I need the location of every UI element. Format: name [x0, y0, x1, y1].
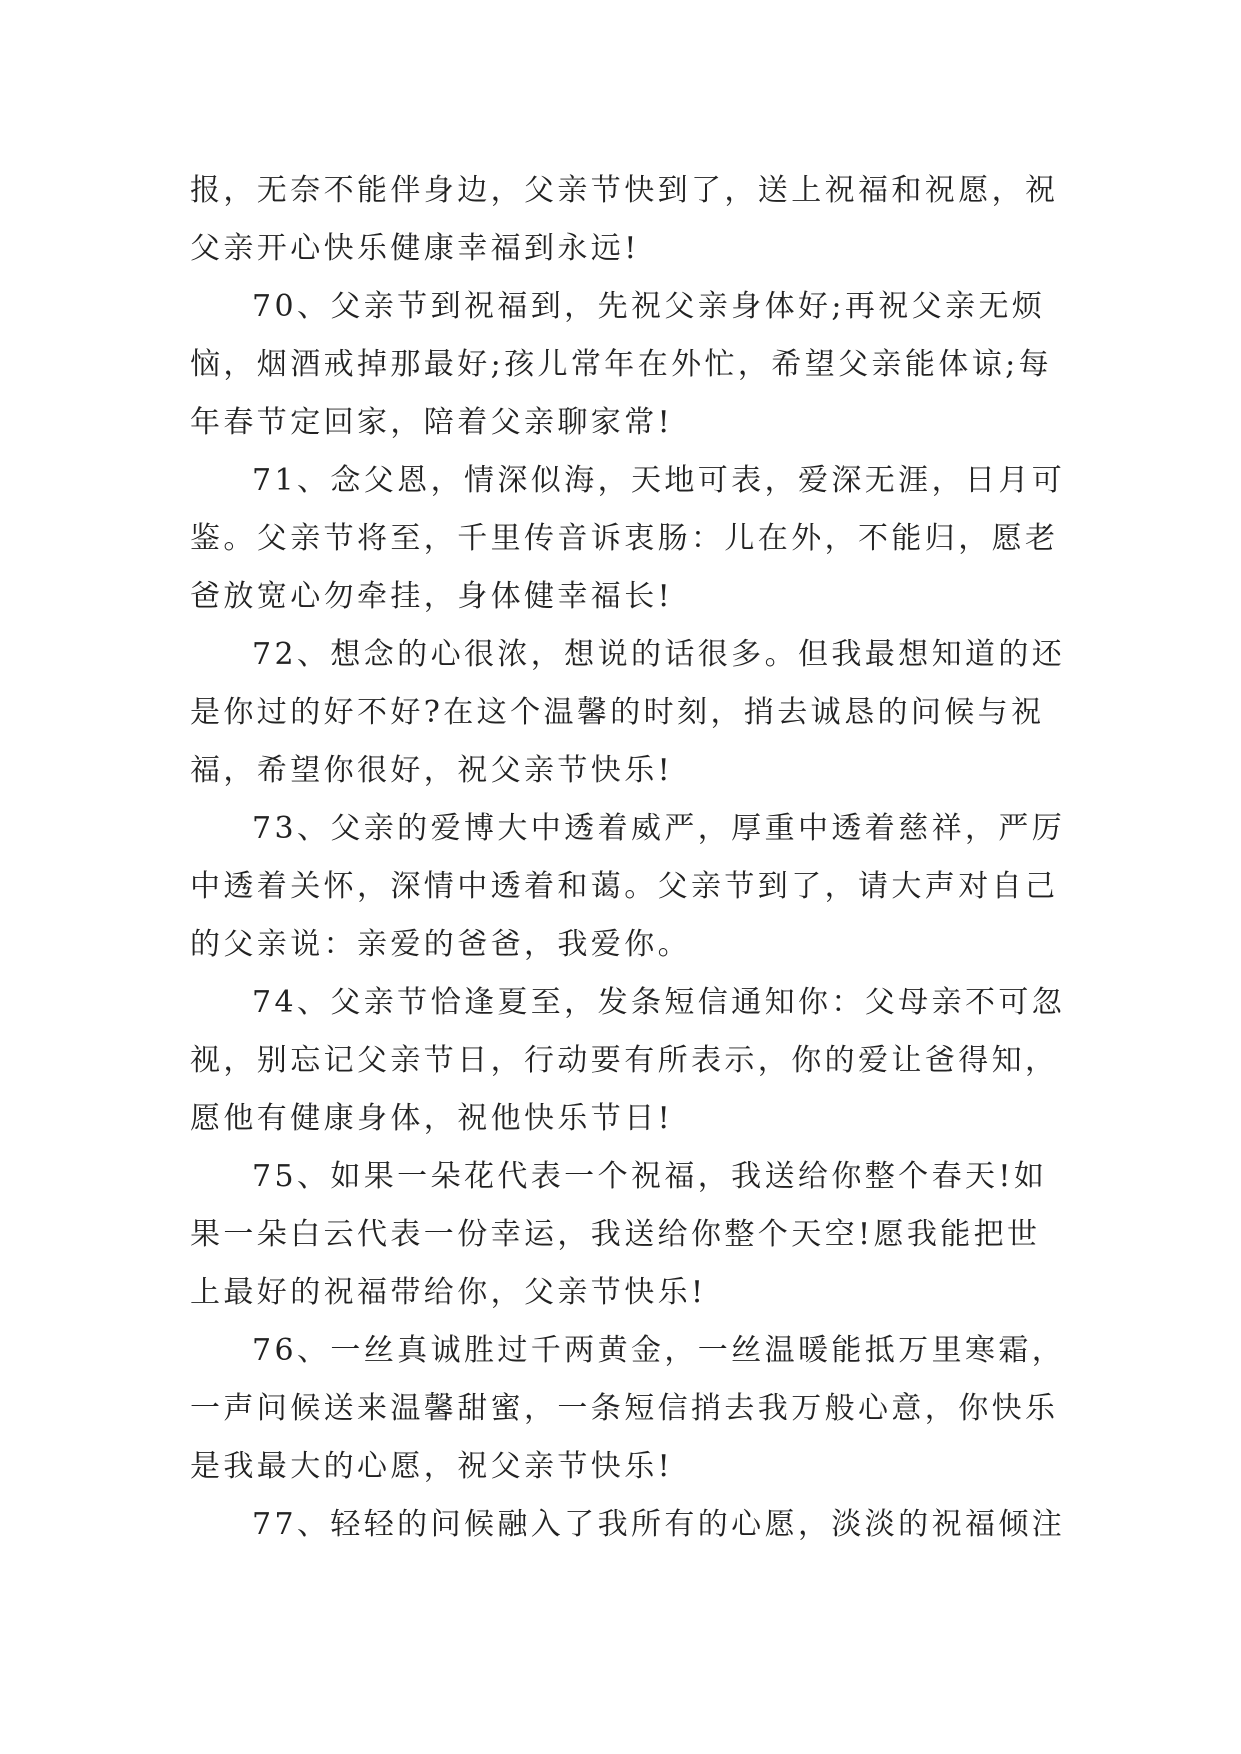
text-line: 视，别忘记父亲节日，行动要有所表示，你的爱让爸得知，: [190, 1043, 1059, 1078]
text-line: 71、念父恩，情深似海，天地可表，爱深无涯，日月可: [252, 463, 1066, 498]
text-line: 73、父亲的爱博大中透着威严，厚重中透着慈祥，严厉: [252, 811, 1066, 846]
text-line: 年春节定回家，陪着父亲聊家常!: [190, 405, 674, 440]
text-line: 一声问候送来温馨甜蜜，一条短信捎去我万般心意，你快乐: [190, 1391, 1059, 1426]
text-line: 74、父亲节恰逢夏至，发条短信通知你：父母亲不可忽: [252, 985, 1066, 1020]
text-line: 上最好的祝福带给你，父亲节快乐!: [190, 1275, 707, 1310]
text-line: 是我最大的心愿，祝父亲节快乐!: [190, 1449, 674, 1484]
document-body: [190, 162, 1066, 1554]
text-line: 75、如果一朵花代表一个祝福，我送给你整个春天!如: [252, 1159, 1048, 1194]
text-line: 76、一丝真诚胜过千两黄金，一丝温暖能抵万里寒霜，: [252, 1333, 1066, 1368]
text-line: 爸放宽心勿牵挂，身体健幸福长!: [190, 579, 674, 614]
text-line: 77、轻轻的问候融入了我所有的心愿，淡淡的祝福倾注: [252, 1507, 1066, 1542]
text-line: 72、想念的心很浓，想说的话很多。但我最想知道的还: [252, 637, 1066, 672]
text-line: 70、父亲节到祝福到，先祝父亲身体好;再祝父亲无烦: [252, 289, 1046, 324]
text-line: 福，希望你很好，祝父亲节快乐!: [190, 753, 674, 788]
text-line: 父亲开心快乐健康幸福到永远!: [190, 231, 640, 266]
text-line: 鉴。父亲节将至，千里传音诉衷肠：儿在外，不能归，愿老: [190, 521, 1059, 556]
text-line: 恼，烟酒戒掉那最好;孩儿常年在外忙，希望父亲能体谅;每: [190, 347, 1053, 382]
text-line: 报，无奈不能伴身边，父亲节快到了，送上祝福和祝愿，祝: [190, 173, 1059, 208]
text-line: 果一朵白云代表一份幸运，我送给你整个天空!愿我能把世: [190, 1217, 1041, 1252]
text-line: 愿他有健康身体，祝他快乐节日!: [190, 1101, 674, 1136]
text-line: 中透着关怀，深情中透着和蔼。父亲节到了，请大声对自己: [190, 869, 1059, 904]
text-line: 是你过的好不好?在这个温馨的时刻，捎去诚恳的问候与祝: [190, 695, 1045, 730]
text-line: 的父亲说：亲爱的爸爸，我爱你。: [190, 927, 691, 962]
